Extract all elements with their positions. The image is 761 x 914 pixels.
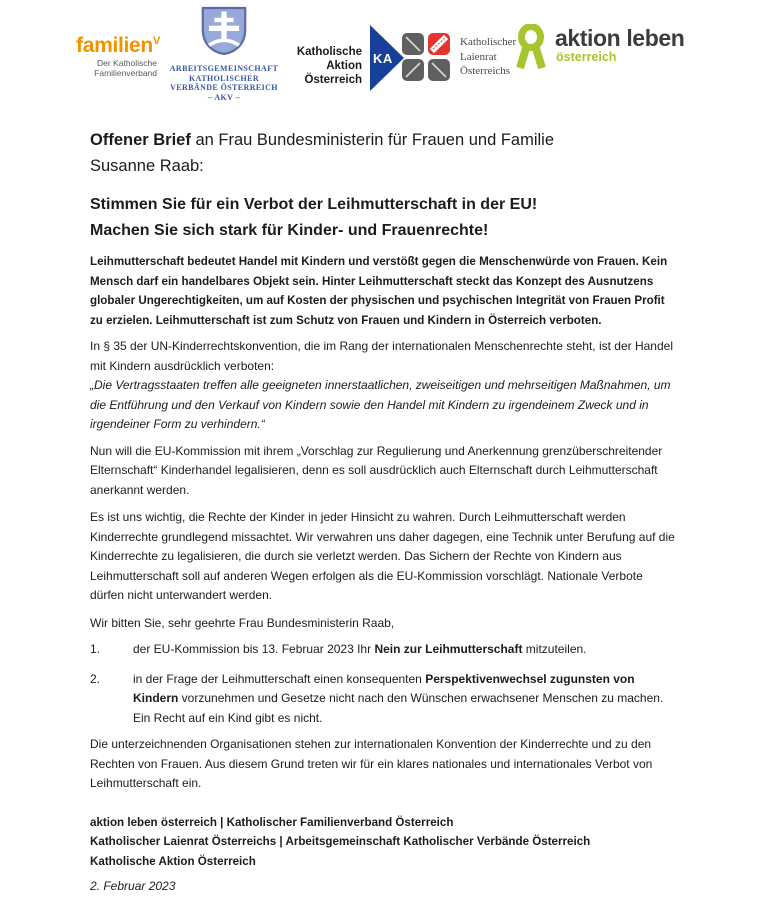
aktion-leben-wordmark: aktion leben österreich — [555, 25, 685, 64]
katholische-aktion-label: Katholische Aktion Österreich — [296, 46, 362, 86]
familienverband-wordmark — [76, 30, 160, 57]
signatories — [90, 813, 675, 872]
paragraph-eu-commission: Nun will die EU-Kommission mit ihrem „Vorschlag zur Regulierung und Anerkennung grenzüberschreitender Elternschaft“ Kinderhandel legalisieren, denn es soll ausdrücklich auch Elternschaft durch Leihmutterschaft anerkannt werden. — [90, 443, 663, 497]
paragraph-closing: Die unterzeichnenden Organisationen stehen zur internationalen Konvention der Kinderrechte und zu den Rechten von Frauen. Aus diesem Grund treten wir für ein klares nationales und internationales Verbot von Leihmutterschaft ein. — [90, 737, 653, 790]
ka-arrow-icon — [370, 25, 404, 91]
letter-headline: Stimmen Sie für ein Verbot der Leihmutterschaft in der EU! Machen Sie sich stark für Kinder- und Frauenrechte! — [90, 196, 538, 239]
letter-type: Offener Brief — [90, 131, 191, 149]
request-list — [90, 640, 675, 728]
akv-wordmark: ARBEITSGEMEINSCHAFT KATHOLISCHER VERBÄNDE ÖSTERREICH – AKV – — [169, 64, 279, 102]
ka-monogram: KA — [373, 51, 393, 66]
familienverband-name: familien — [76, 34, 153, 57]
signatory-line: Katholische Aktion Österreich — [90, 854, 256, 868]
laienrat-logo — [402, 33, 516, 82]
paragraph-request-intro: Wir bitten Sie, sehr geehrte Frau Bundesministerin Raab, — [90, 615, 395, 630]
laienrat-squares-icon — [402, 33, 451, 82]
familienverband-tagline: Der Katholische Familienverband — [94, 58, 158, 78]
familienverband-logo — [76, 30, 160, 78]
list-item: 1. der EU-Kommission bis 13. Februar 2023 Ihr Nein zur Leihmutterschaft mitzuteilen. — [90, 640, 675, 660]
familienverband-superscript: V — [152, 35, 161, 47]
signatory-line: aktion leben österreich | Katholischer Familienverband Österreich — [90, 815, 454, 829]
letter-date: 2. Februar 2023 — [90, 879, 176, 893]
list-item: 2. in der Frage der Leihmutterschaft einen konsequenten Perspektivenwechsel zugunsten von Kindern vorzunehmen und Gesetze nicht nach den Wünschen erwachsener Menschen zu machen. Ein Recht auf ein Kind gibt es nicht. — [90, 670, 675, 729]
aktionleben-ribbon-icon — [516, 24, 546, 70]
paragraph-un-convention: In § 35 der UN-Kinderrechtskonvention, die im Rang der internationalen Menschenrechte steht, ist der Handel mit Kindern ausdrücklich verboten: „Die Vertragsstaaten treffen alle geeigneten innerstaatlichen, zweiseitigen und mehrseitigen Maßnahmen, um die Entführung und den Verkauf von Kindern sowie den Handel mit Kindern zu irgendeinem Zweck und in irgendeiner Form zu verhindern.“ — [90, 339, 673, 431]
addressee-name: Susanne Raab: — [90, 157, 204, 175]
list-item-number: 1. — [90, 642, 101, 656]
paragraph-children-rights: Es ist uns wichtig, die Rechte der Kinder in jeder Hinsicht zu wahren. Durch Leihmutterschaft werden Kinderrechte grundlegend missachtet. Wir verwahren uns daher dagegen, eine Technik unter Berufung auf die Kinderrechte zu legalisieren, die durch sie verletzt werden. Das Sichern der Rechte von Kindern aus Leihmutterschaft soll auf anderen Wegen erfolgen als die EU-Kommission vorschlägt. Nationale Verbote dürfen nicht unterwandert werden. — [90, 510, 675, 602]
akv-shield-icon — [201, 5, 247, 57]
list-item-number: 2. — [90, 671, 101, 686]
logo-header — [0, 0, 761, 110]
letter-salutation: Offener Brief an Frau Bundesministerin für Frauen und Familie Susanne Raab: — [90, 131, 555, 175]
un-convention-quote: „Die Vertragsstaaten treffen alle geeigneten innerstaatlichen, zweiseitigen und mehrseitigen Maßnahmen, um die Entführung und den Verkauf von Kindern sowie den Handel mit Kindern zu irgendeinem Zweck und in irgendeiner Form zu verhindern.“ — [90, 378, 671, 431]
akv-logo — [167, 5, 281, 102]
laienrat-label: Katholischer Laienrat Österreichs — [460, 36, 517, 77]
aktion-leben-logo — [516, 24, 684, 70]
paragraph-lead: Leihmutterschaft bedeutet Handel mit Kindern und verstößt gegen die Menschenwürde von Frauen. Kein Mensch darf ein handelbares Objekt sein. Hinter Leihmutterschaft steckt das Konzept des Ausnutzens globaler Ungerechtigkeiten, um auf Kosten der physischen und psychischen Integrität von Frauen Profit zu erzielen. Leihmutterschaft ist zum Schutz von Frauen und Kindern in Österreich verboten. — [90, 255, 668, 327]
signatory-line: Katholischer Laienrat Österreichs | Arbeitsgemeinschaft Katholischer Verbände Österreich — [90, 835, 591, 848]
letter-body — [0, 110, 761, 897]
katholische-aktion-logo — [270, 25, 404, 91]
